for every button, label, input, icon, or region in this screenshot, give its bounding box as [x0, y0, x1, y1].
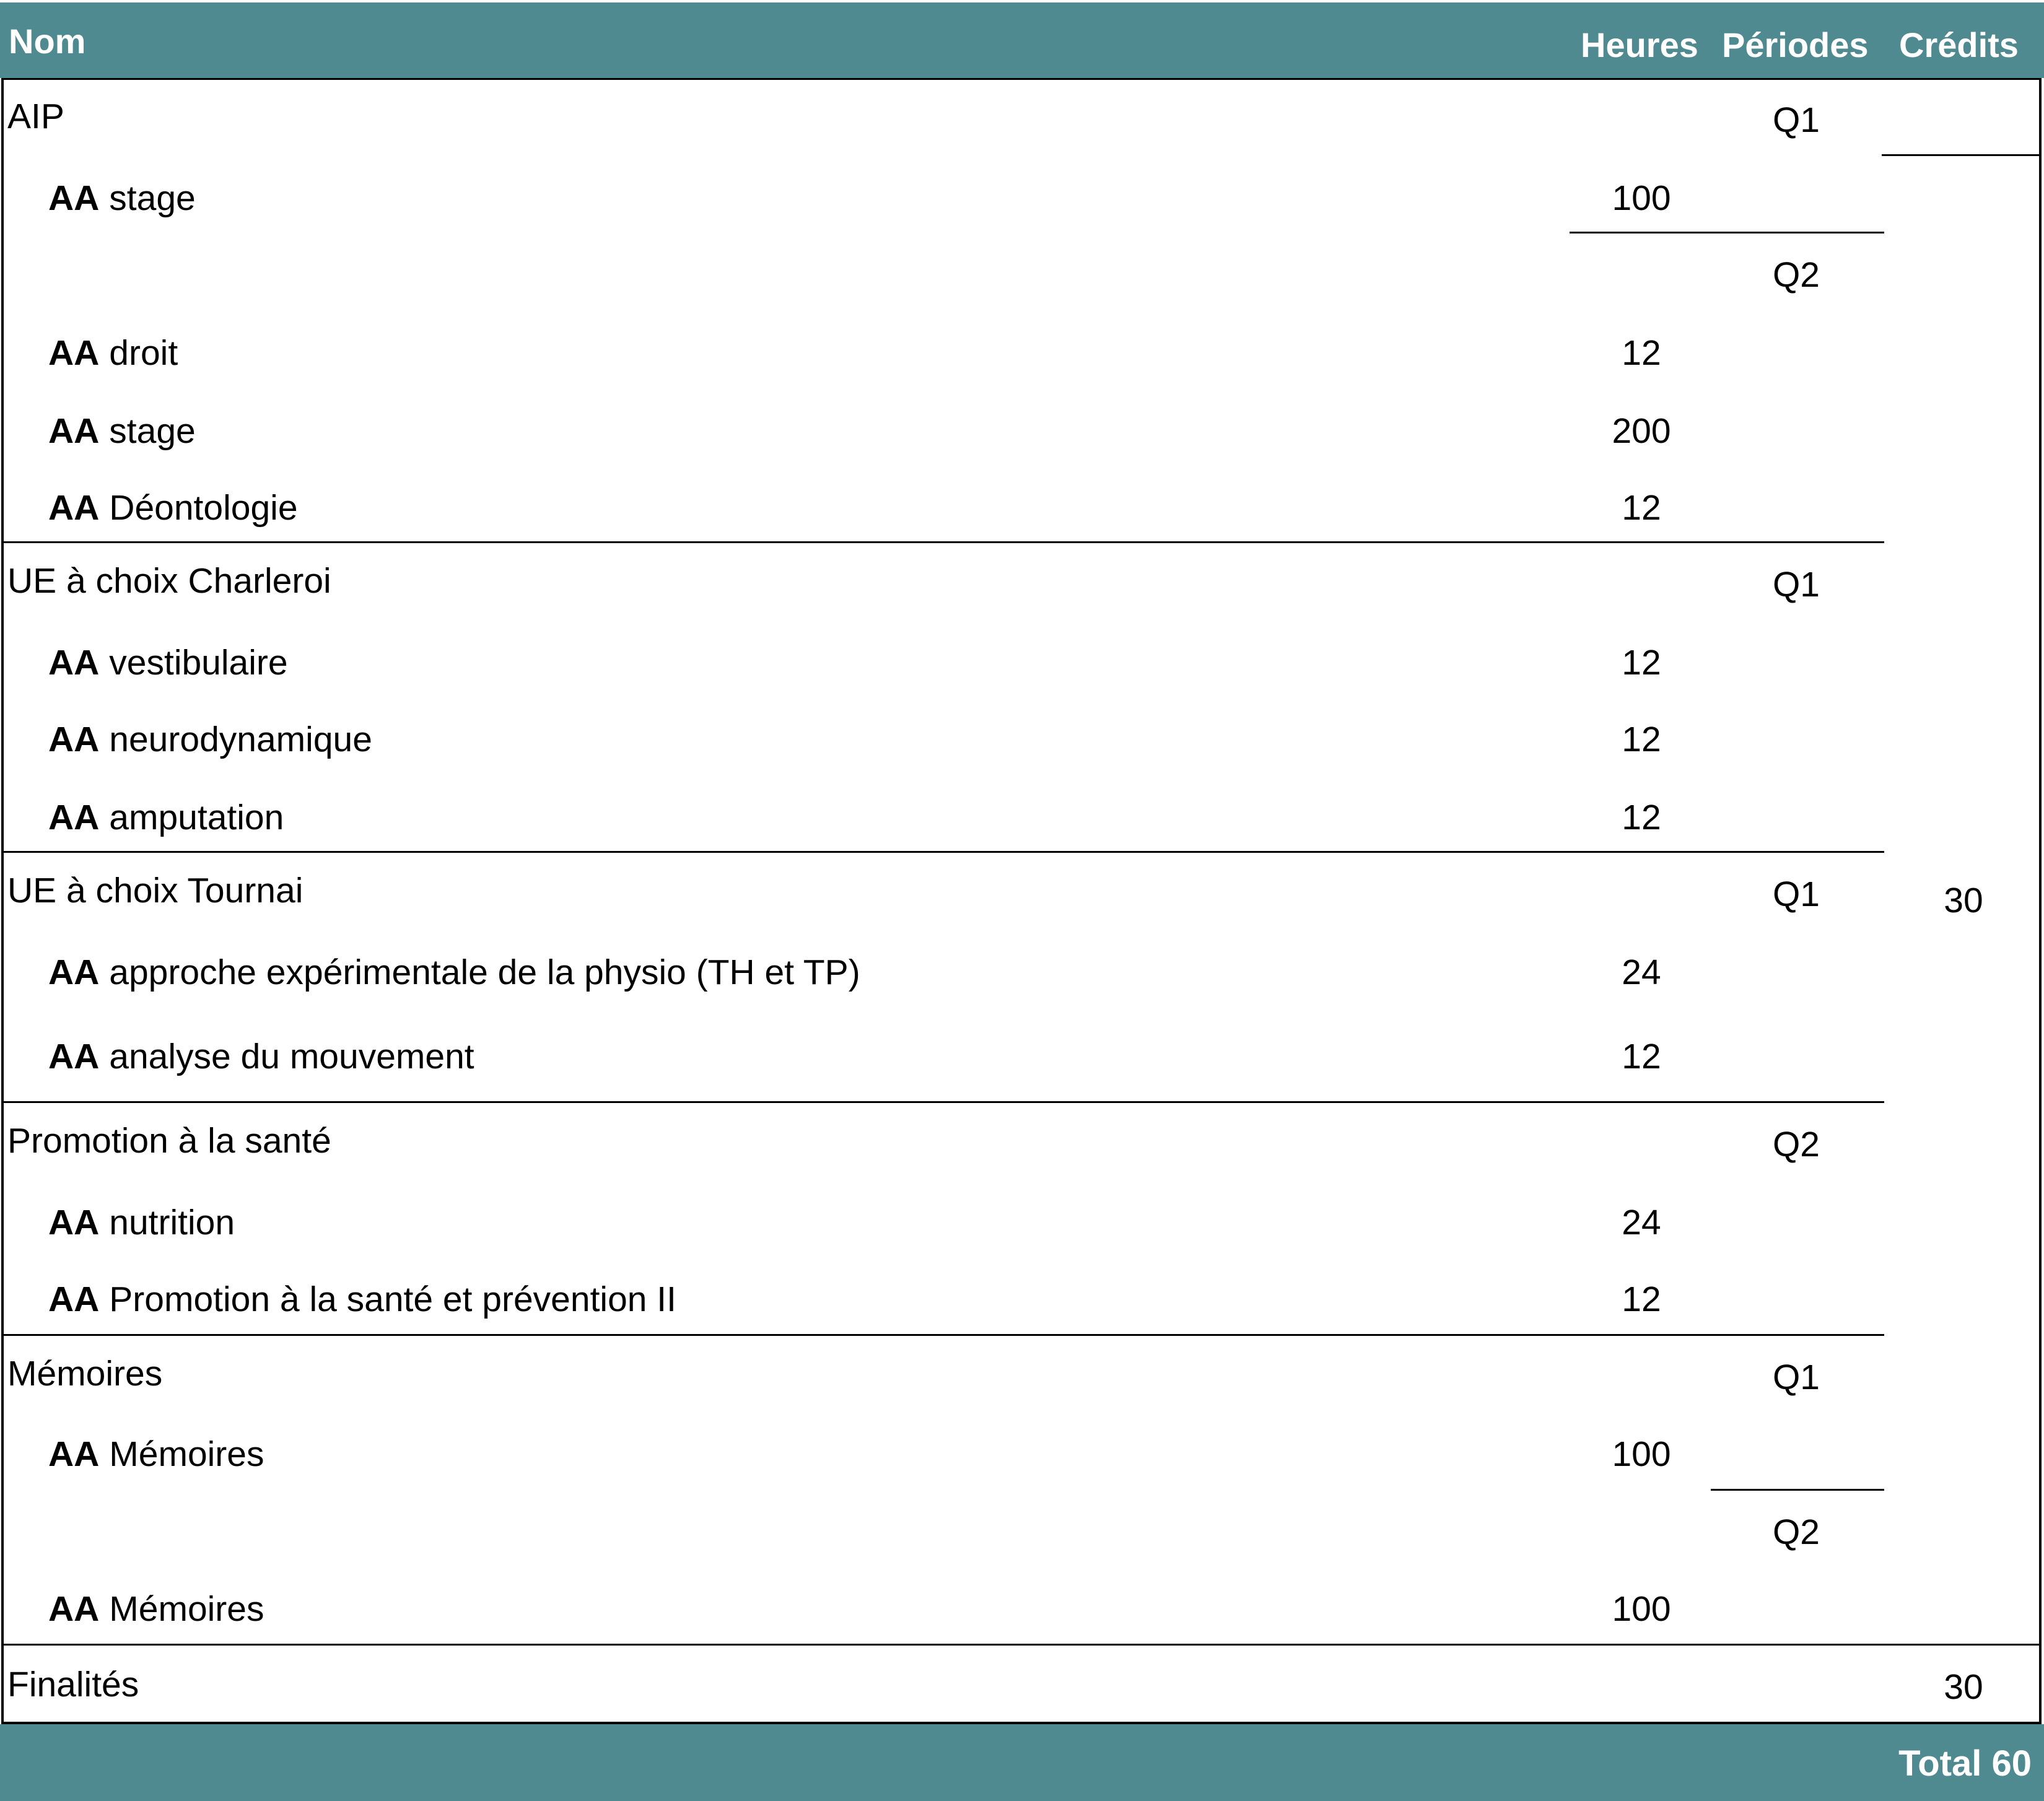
- activity-label: droit: [109, 333, 178, 373]
- activity-prefix: AA: [48, 1589, 100, 1629]
- activity-prefix: AA: [48, 1280, 100, 1319]
- activity-label: Promotion à la santé et prévention II: [109, 1280, 676, 1319]
- row-separator: [1, 1644, 2042, 1646]
- ue-name-sante: Promotion à la santé: [7, 1121, 331, 1161]
- column-header-periodes: Périodes: [1722, 25, 1869, 64]
- activity-label: stage: [109, 178, 196, 218]
- activity-label: Déontologie: [109, 488, 298, 528]
- period-aip-q2: Q2: [1772, 255, 1820, 295]
- activity-prefix: AA: [48, 411, 100, 451]
- activity-hours: 24: [1622, 953, 1661, 992]
- column-header-credits: Crédits: [1899, 25, 2019, 64]
- activity-prefix: AA: [48, 1203, 100, 1242]
- activity-row: [48, 1434, 264, 1474]
- activity-label: neurodynamique: [109, 720, 372, 759]
- activity-label: nutrition: [109, 1203, 235, 1242]
- activity-row: [48, 722, 372, 757]
- row-separator: [1, 1334, 1884, 1336]
- activity-row: [48, 333, 178, 373]
- activity-label: Mémoires: [109, 1589, 264, 1629]
- period-separator: [1570, 232, 1884, 233]
- activity-prefix: AA: [48, 333, 100, 373]
- activity-hours: 100: [1612, 178, 1671, 218]
- activity-prefix: AA: [48, 953, 100, 992]
- activity-prefix: AA: [48, 720, 100, 759]
- activity-label: stage: [109, 411, 196, 451]
- ue-name-memoires: Mémoires: [7, 1354, 163, 1393]
- activity-row: [48, 1282, 676, 1317]
- period-separator: [1711, 1489, 1884, 1491]
- activity-hours: 12: [1622, 1037, 1661, 1076]
- period-charleroi: Q1: [1772, 565, 1820, 604]
- ue-name-charleroi: UE à choix Charleroi: [7, 561, 331, 601]
- activity-label: Mémoires: [109, 1434, 264, 1474]
- activity-row: [48, 645, 288, 681]
- activity-hours: 12: [1622, 798, 1661, 837]
- activity-hours: 100: [1612, 1434, 1671, 1474]
- activity-label: vestibulaire: [109, 643, 288, 682]
- activity-row: [48, 488, 298, 528]
- activity-row: [48, 411, 196, 451]
- total-credits: Total 60: [1898, 1743, 2032, 1784]
- ue-name-tournai: UE à choix Tournai: [7, 871, 304, 910]
- activity-prefix: AA: [48, 1434, 100, 1474]
- ue-name-finalites: Finalités: [7, 1665, 139, 1704]
- credits-cell-border: [1882, 154, 2042, 156]
- activity-hours: 12: [1622, 488, 1661, 528]
- row-separator: [1, 851, 1884, 853]
- ue-name-aip: AIP: [7, 97, 64, 136]
- activity-prefix: AA: [48, 178, 100, 218]
- column-header-heures: Heures: [1581, 25, 1698, 64]
- activity-label: analyse du mouvement: [109, 1037, 474, 1076]
- period-tournai: Q1: [1772, 874, 1820, 914]
- activity-row: [48, 955, 860, 990]
- activity-hours: 12: [1622, 720, 1661, 759]
- activity-row: [48, 800, 284, 835]
- activity-label: amputation: [109, 798, 284, 837]
- period-sante: Q2: [1772, 1125, 1820, 1164]
- activity-label: approche expérimentale de la physio (TH et TP): [109, 953, 860, 992]
- period-memoires-q2: Q2: [1772, 1512, 1820, 1552]
- activity-hours: 100: [1612, 1589, 1671, 1629]
- activity-hours: 12: [1622, 1280, 1661, 1319]
- activity-prefix: AA: [48, 798, 100, 837]
- finalites-credits: 30: [1944, 1667, 1983, 1707]
- activity-row: [48, 1589, 264, 1629]
- period-aip-q1: Q1: [1772, 100, 1820, 140]
- activity-prefix: AA: [48, 1037, 100, 1076]
- activity-hours: 12: [1622, 333, 1661, 373]
- row-separator: [1, 541, 1884, 543]
- activity-prefix: AA: [48, 643, 100, 682]
- activity-prefix: AA: [48, 488, 100, 528]
- activity-row: [48, 1039, 474, 1075]
- activity-hours: 12: [1622, 643, 1661, 682]
- row-separator: [1, 1101, 1884, 1103]
- activity-hours: 200: [1612, 411, 1671, 451]
- table-footer: [0, 1724, 2044, 1801]
- column-header-nom: Nom: [9, 22, 86, 61]
- activity-row: [48, 1205, 235, 1241]
- activity-row: [48, 178, 196, 218]
- activity-hours: 24: [1622, 1203, 1661, 1242]
- group-credits: 30: [1944, 881, 1983, 920]
- table-header: [0, 2, 2044, 78]
- period-memoires-q1: Q1: [1772, 1358, 1820, 1397]
